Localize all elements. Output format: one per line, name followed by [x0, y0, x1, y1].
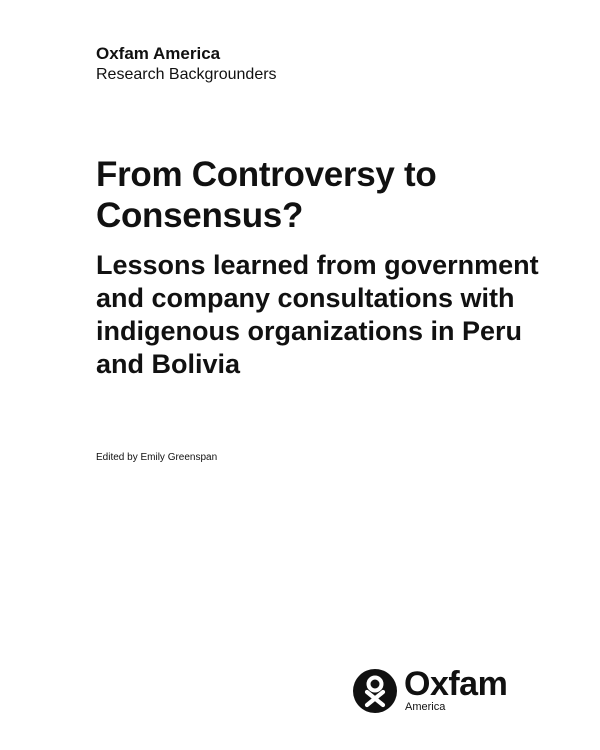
document-title: From Controversy to Consensus?: [96, 155, 437, 235]
organization-name: Oxfam America: [96, 44, 221, 63]
oxfam-logo-icon: [352, 668, 398, 714]
series-name: Research Backgrounders: [96, 66, 277, 83]
oxfam-logo: [352, 665, 512, 718]
editor-credit: Edited by Emily Greenspan: [96, 452, 218, 463]
document-subtitle: Lessons learned from government and company consultations with indigenous organizations in Peru and Bolivia: [96, 250, 539, 379]
oxfam-sub-wordmark: America: [405, 701, 446, 713]
oxfam-wordmark: Oxfam: [404, 665, 508, 703]
